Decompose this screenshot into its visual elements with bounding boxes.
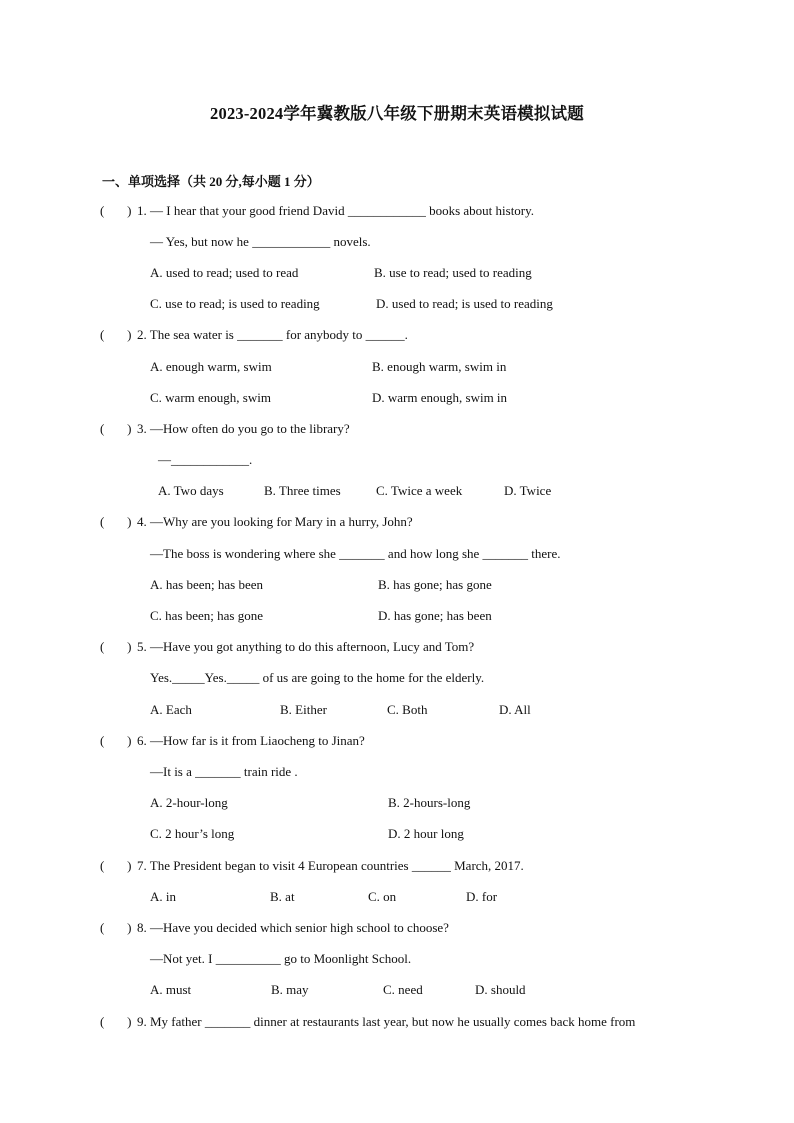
- option-c: C. warm enough, swim: [150, 390, 271, 405]
- option-c: C. need: [383, 982, 423, 997]
- question-stem: 2. The sea water is _______ for anybody to ______.: [137, 327, 408, 342]
- option-a: A. Each: [150, 702, 192, 717]
- option-a: A. in: [150, 889, 176, 904]
- option-c: C. use to read; is used to reading: [150, 296, 320, 311]
- option-d: D. warm enough, swim in: [372, 390, 508, 405]
- option-d: D. Twice: [504, 483, 552, 498]
- question-stem: 8. —Have you decided which senior high school to choose?: [137, 920, 449, 935]
- option-d: D. has gone; has been: [378, 608, 492, 623]
- answer-paren[interactable]: ( ): [100, 733, 132, 748]
- answer-paren[interactable]: ( ): [100, 327, 132, 342]
- question-stem: 5. —Have you got anything to do this afternoon, Lucy and Tom?: [137, 639, 475, 654]
- section-heading: 一、单项选择（共 20 分,每小题 1 分）: [102, 174, 320, 189]
- option-a: A. 2-hour-long: [150, 795, 228, 810]
- answer-paren[interactable]: ( ): [100, 203, 132, 218]
- question-line: —It is a _______ train ride .: [150, 764, 298, 779]
- question-line: —Not yet. I __________ go to Moonlight School.: [150, 951, 412, 966]
- option-a: A. must: [150, 982, 192, 997]
- option-d: D. should: [475, 982, 526, 997]
- question-stem: 9. My father _______ dinner at restaurants last year, but now he usually comes back home from: [137, 1014, 636, 1029]
- option-b: B. may: [271, 982, 309, 997]
- option-c: C. Twice a week: [376, 483, 463, 498]
- answer-paren[interactable]: ( ): [100, 514, 132, 529]
- option-d: D. All: [499, 702, 531, 717]
- page-title: 2023-2024学年冀教版八年级下册期末英语模拟试题: [210, 104, 584, 123]
- option-d: D. 2 hour long: [388, 826, 464, 841]
- question-stem: 7. The President began to visit 4 European countries ______ March, 2017.: [137, 858, 524, 873]
- option-a: A. Two days: [158, 483, 224, 498]
- option-b: B. has gone; has gone: [378, 577, 492, 592]
- option-c: C. has been; has gone: [150, 608, 264, 623]
- question-stem: 3. —How often do you go to the library?: [137, 421, 350, 436]
- option-a: A. enough warm, swim: [150, 359, 272, 374]
- option-c: C. Both: [387, 702, 428, 717]
- option-b: B. Three times: [264, 483, 341, 498]
- option-d: D. for: [466, 889, 498, 904]
- question-stem: 1. — I hear that your good friend David ____________ books about history.: [137, 203, 535, 218]
- answer-paren[interactable]: ( ): [100, 639, 132, 654]
- option-b: B. enough warm, swim in: [372, 359, 507, 374]
- question-line: —The boss is wondering where she _______ and how long she _______ there.: [150, 546, 561, 561]
- option-c: C. 2 hour’s long: [150, 826, 235, 841]
- option-b: B. 2-hours-long: [388, 795, 471, 810]
- option-b: B. Either: [280, 702, 327, 717]
- option-b: B. at: [270, 889, 295, 904]
- question-line: — Yes, but now he ____________ novels.: [150, 234, 371, 249]
- option-a: A. used to read; used to read: [150, 265, 299, 280]
- answer-paren[interactable]: ( ): [100, 1014, 132, 1029]
- answer-paren[interactable]: ( ): [100, 421, 132, 436]
- question-stem: 6. —How far is it from Liaocheng to Jinan?: [137, 733, 365, 748]
- option-c: C. on: [368, 889, 397, 904]
- question-line: Yes._____Yes._____ of us are going to the home for the elderly.: [150, 670, 485, 685]
- option-b: B. use to read; used to reading: [374, 265, 532, 280]
- option-a: A. has been; has been: [150, 577, 263, 592]
- answer-paren[interactable]: ( ): [100, 858, 132, 873]
- question-stem: 4. —Why are you looking for Mary in a hurry, John?: [137, 514, 413, 529]
- option-d: D. used to read; is used to reading: [376, 296, 553, 311]
- answer-paren[interactable]: ( ): [100, 920, 132, 935]
- question-line: —____________.: [158, 452, 253, 467]
